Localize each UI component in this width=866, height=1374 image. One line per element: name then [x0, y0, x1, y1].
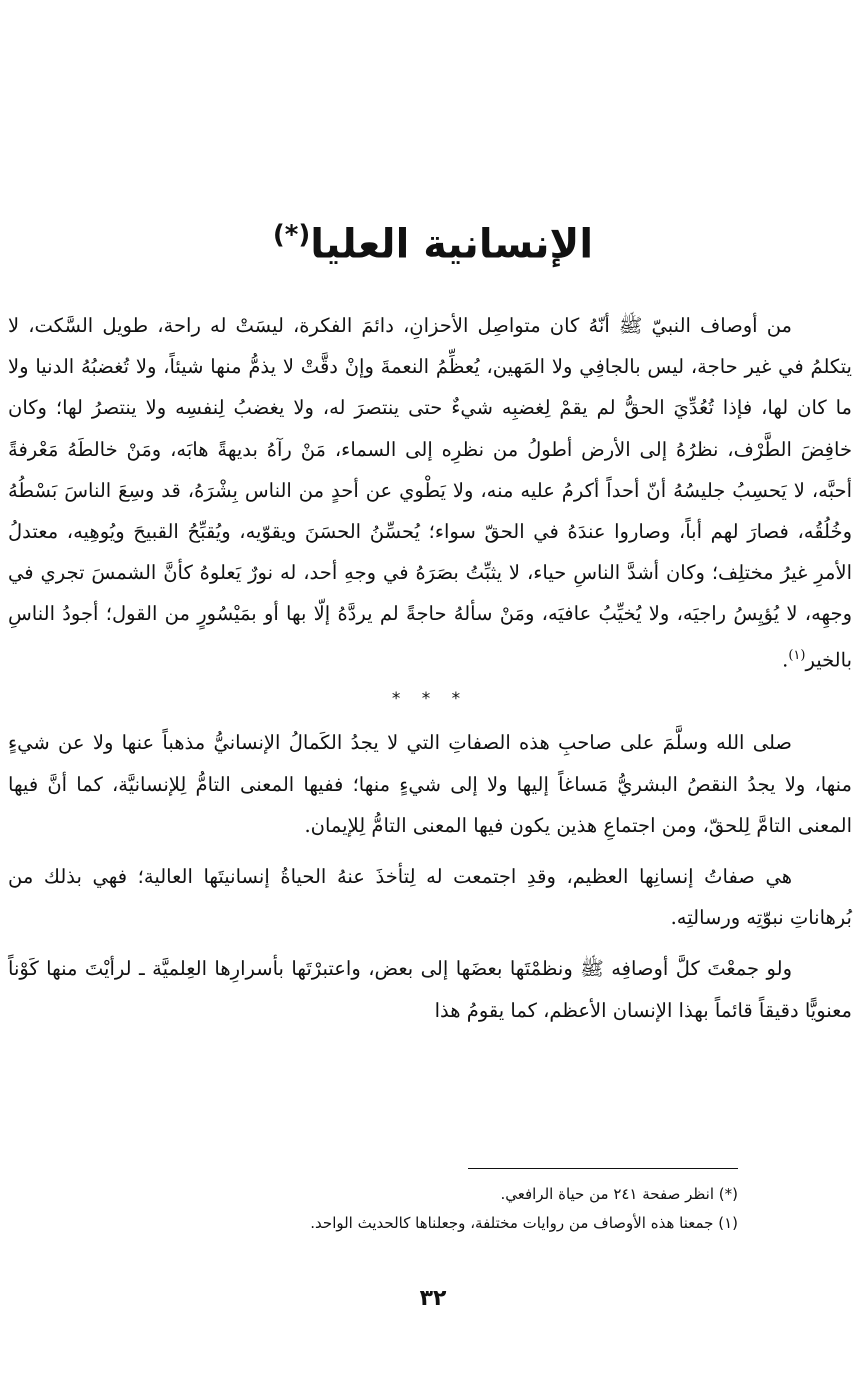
footnote-star-mark: (*): [718, 1185, 738, 1203]
paragraph-3: هي صفاتُ إنسانِها العظيم، وقدِ اجتمعت له لِتأخذَ عنهُ الحياةُ إنسانيتَها العالية؛ فهي بذلك من بُرهاناتِ نبوّتِه ورسالتِه.: [8, 864, 852, 930]
paragraph-2: صلى الله وسلَّمَ على صاحبِ هذه الصفاتِ التي لا يجدُ الكَمالُ الإنسانيُّ مذهباً عنها ولا عن شيءٍ منها، ولا يجدُ النقصُ البشريُّ مَساغاً إليها ولا إلى شيءٍ منها؛ ففيها المعنى التامُّ لِلإنسانيَّة، كما أنَّ فيها المعنى التامَّ لِلحقّ، ومن اجتماعِ هذين يكون فيها المعنى التامُّ لِلإيمان.: [8, 731, 852, 837]
footnote-1-mark: (١): [718, 1214, 738, 1232]
chapter-title: [0, 205, 866, 274]
main-text: [8, 305, 852, 1031]
chapter-title-text: الإنسانية العليا: [310, 221, 594, 268]
title-footnote-mark: (*): [272, 220, 311, 250]
paragraph-1-tail: .: [782, 648, 789, 672]
footnote-star-text: انظر صفحة ٢٤١ من حياة الرافعي.: [500, 1185, 714, 1203]
page-number: ٣٢: [419, 1286, 447, 1311]
paragraph-1-text: من أوصاف النبيّ ﷺ أنّهُ كان متواصِل الأحزانِ، دائمَ الفكرة، ليسَتْ له راحة، طويل السَّكت، لا يتكلمُ في غير حاجة، ليس بالجافِي ولا المَهين، يُعظِّمُ النعمةَ وإنْ دقَّتْ لا يذمُّ منها شيئاً، ولا تُغضبُهُ الدنيا ولا ما كان لها، فإذا تُعُدِّيَ الحقُّ لم يقمْ لِغضبِه شيءٌ حتى ينتصرَ له، ولا يغضبُ لِنفسِه ولا ينتصرُ لها؛ وكان خافِضَ الطَّرْف، نظرُهُ إلى الأرض أطولُ من نظرِه إلى السماء، مَنْ رآهُ بديهةً هابَه، ومَنْ خالطَهُ مَعْرفةً أحبَّه، لا يَحسِبُ جليسُهُ أنّ أحداً أكرمُ عليه منه، ولا يَطْوي عن أحدٍ من الناس بِشْرَهُ، قد وسِعَ الناسَ بَسْطُهُ وخُلُقُه، فصارَ لهم أباً، وصاروا عندَهُ في الحقّ سواء؛ يُحسِّنُ الحسَنَ ويقوّيه، ويُقبِّحُ القبيحَ ويُوهِيه، معتدلُ الأمرِ غيرُ مختلِف؛ وكان أشدَّ الناسِ حياء، لا يثبِّتُ بصَرَهُ في وجهِ أحد، له نورٌ يَعلوهُ كأنَّ الشمسَ تجري في وجهِه، لا يُؤيِسُ راجيَه، ولا يُخيِّبُ عافيَه، ومَنْ سألهُ حاجةً لم يردَّهُ إلّا بها أو بمَيْسُورٍ من القول؛ أجودُ الناسِ بالخير: [8, 314, 852, 672]
footnote-star: [18, 1180, 738, 1209]
footnote-separator: [468, 1168, 738, 1169]
footnote-1-text: جمعنا هذه الأوصاف من روايات مختلفة، وجعلناها كالحديث الواحد.: [310, 1214, 714, 1232]
section-divider: * * *: [391, 689, 469, 710]
paragraph-4: ولو جمعْتَ كلَّ أوصافِه ﷺ ونظمْتَها بعضَها إلى بعض، واعتبرْتَها بأسرارِها العِلميَّة ـ لرأيْتَ منها كَوْناً معنويًّا دقيقاً قائماً بهذا الإنسان الأعظم، كما يقومُ هذا: [8, 957, 852, 1022]
paragraph-1: [8, 305, 852, 680]
footnote-ref-1: (١): [788, 647, 806, 663]
footnotes: [18, 1180, 738, 1238]
footnote-1: [18, 1209, 738, 1238]
